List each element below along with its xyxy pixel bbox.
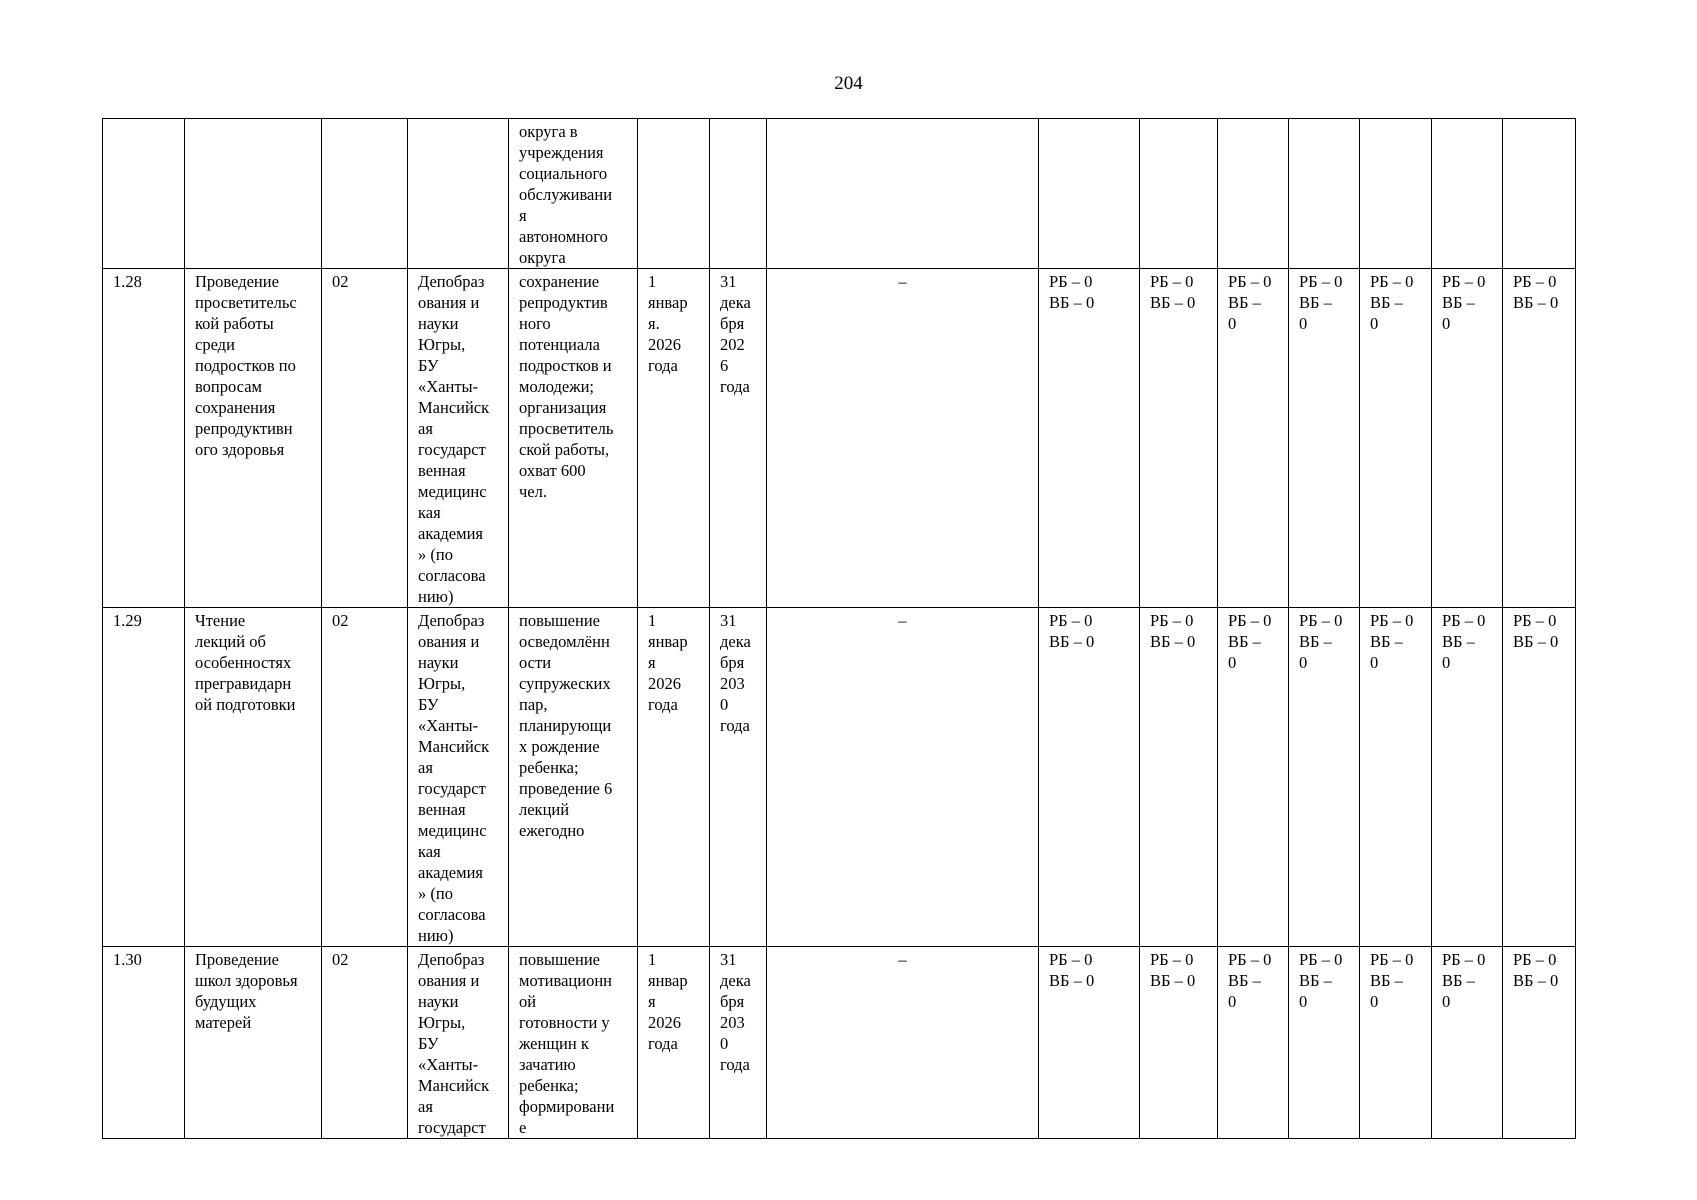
cell-funding-year: РБ – 0 ВБ – 0 xyxy=(1503,608,1576,947)
cell-funding-year xyxy=(1140,119,1218,269)
cell-start-date: 1 январ я 2026 года xyxy=(638,947,710,1139)
cell-end-date: 31 дека бря 202 6 года xyxy=(710,269,767,608)
cell-executor: Депобраз ования и науки Югры, БУ «Ханты- Мансийск ая государст xyxy=(408,947,509,1139)
cell-result: округа в учреждения социального обслуживани я автономного округа xyxy=(509,119,638,269)
cell-code: 02 xyxy=(322,269,408,608)
cell-number: 1.30 xyxy=(103,947,185,1139)
cell-number: 1.28 xyxy=(103,269,185,608)
cell-funding-year: РБ – 0 ВБ – 0 xyxy=(1503,947,1576,1139)
cell-executor: Депобраз ования и науки Югры, БУ «Ханты- Мансийск ая государст венная медицинс кая академия » (по согласова нию) xyxy=(408,269,509,608)
cell-activity: Проведение школ здоровья будущих матерей xyxy=(185,947,322,1139)
cell-funding-year xyxy=(1289,119,1360,269)
cell-note xyxy=(767,269,1039,608)
cell-code: 02 xyxy=(322,947,408,1139)
cell-code xyxy=(322,119,408,269)
cell-funding-year: РБ – 0 ВБ – 0 xyxy=(1432,608,1503,947)
cell-start-date: 1 январ я 2026 года xyxy=(638,608,710,947)
cell-funding-year: РБ – 0 ВБ – 0 xyxy=(1140,608,1218,947)
cell-number xyxy=(103,119,185,269)
cell-funding-total: РБ – 0 ВБ – 0 xyxy=(1039,947,1140,1139)
cell-end-date: 31 дека бря 203 0 года xyxy=(710,947,767,1139)
cell-funding-year: РБ – 0 ВБ – 0 xyxy=(1218,608,1289,947)
dash-text: – xyxy=(898,611,907,630)
cell-note xyxy=(767,947,1039,1139)
cell-note xyxy=(767,119,1039,269)
cell-funding-year: РБ – 0 ВБ – 0 xyxy=(1432,269,1503,608)
cell-funding-year: РБ – 0 ВБ – 0 xyxy=(1289,269,1360,608)
cell-funding-year: РБ – 0 ВБ – 0 xyxy=(1218,947,1289,1139)
cell-activity xyxy=(185,119,322,269)
cell-funding-year: РБ – 0 ВБ – 0 xyxy=(1289,947,1360,1139)
cell-end-date: 31 дека бря 203 0 года xyxy=(710,608,767,947)
cell-funding-total: РБ – 0 ВБ – 0 xyxy=(1039,269,1140,608)
cell-start-date: 1 январ я. 2026 года xyxy=(638,269,710,608)
table-row xyxy=(103,608,1576,947)
cell-funding-year xyxy=(1432,119,1503,269)
table-row xyxy=(103,947,1576,1139)
cell-funding-year: РБ – 0 ВБ – 0 xyxy=(1140,947,1218,1139)
table-row xyxy=(103,119,1576,269)
cell-funding-year: РБ – 0 ВБ – 0 xyxy=(1140,269,1218,608)
cell-result: повышение мотивационн ой готовности у женщин к зачатию ребенка; формировани е xyxy=(509,947,638,1139)
cell-funding-total xyxy=(1039,119,1140,269)
cell-funding-year: РБ – 0 ВБ – 0 xyxy=(1360,947,1432,1139)
cell-code: 02 xyxy=(322,608,408,947)
cell-result: сохранение репродуктив ного потенциала подростков и молодежи; организация просветитель ской работы, охват 600 чел. xyxy=(509,269,638,608)
cell-activity: Чтение лекций об особенностях прегравидарн ой подготовки xyxy=(185,608,322,947)
cell-funding-year xyxy=(1360,119,1432,269)
cell-executor xyxy=(408,119,509,269)
cell-funding-year xyxy=(1218,119,1289,269)
cell-result: повышение осведомлённ ости супружеских пар, планирующи х рождение ребенка; проведение 6 лекций ежегодно xyxy=(509,608,638,947)
cell-funding-year: РБ – 0 ВБ – 0 xyxy=(1360,269,1432,608)
cell-note xyxy=(767,608,1039,947)
cell-funding-total: РБ – 0 ВБ – 0 xyxy=(1039,608,1140,947)
cell-executor: Депобраз ования и науки Югры, БУ «Ханты- Мансийск ая государст венная медицинс кая академия » (по согласова нию) xyxy=(408,608,509,947)
cell-funding-year: РБ – 0 ВБ – 0 xyxy=(1432,947,1503,1139)
cell-funding-year: РБ – 0 ВБ – 0 xyxy=(1360,608,1432,947)
page-number: 204 xyxy=(834,73,863,94)
cell-funding-year: РБ – 0 ВБ – 0 xyxy=(1218,269,1289,608)
cell-funding-year: РБ – 0 ВБ – 0 xyxy=(1289,608,1360,947)
table-row xyxy=(103,269,1576,608)
dash-text: – xyxy=(898,950,907,969)
dash-text: – xyxy=(898,272,907,291)
cell-funding-year xyxy=(1503,119,1576,269)
cell-end-date xyxy=(710,119,767,269)
cell-start-date xyxy=(638,119,710,269)
activities-table xyxy=(102,118,1576,1139)
cell-activity: Проведение просветительс кой работы среди подростков по вопросам сохранения репродуктивн ого здоровья xyxy=(185,269,322,608)
cell-number: 1.29 xyxy=(103,608,185,947)
cell-funding-year: РБ – 0 ВБ – 0 xyxy=(1503,269,1576,608)
